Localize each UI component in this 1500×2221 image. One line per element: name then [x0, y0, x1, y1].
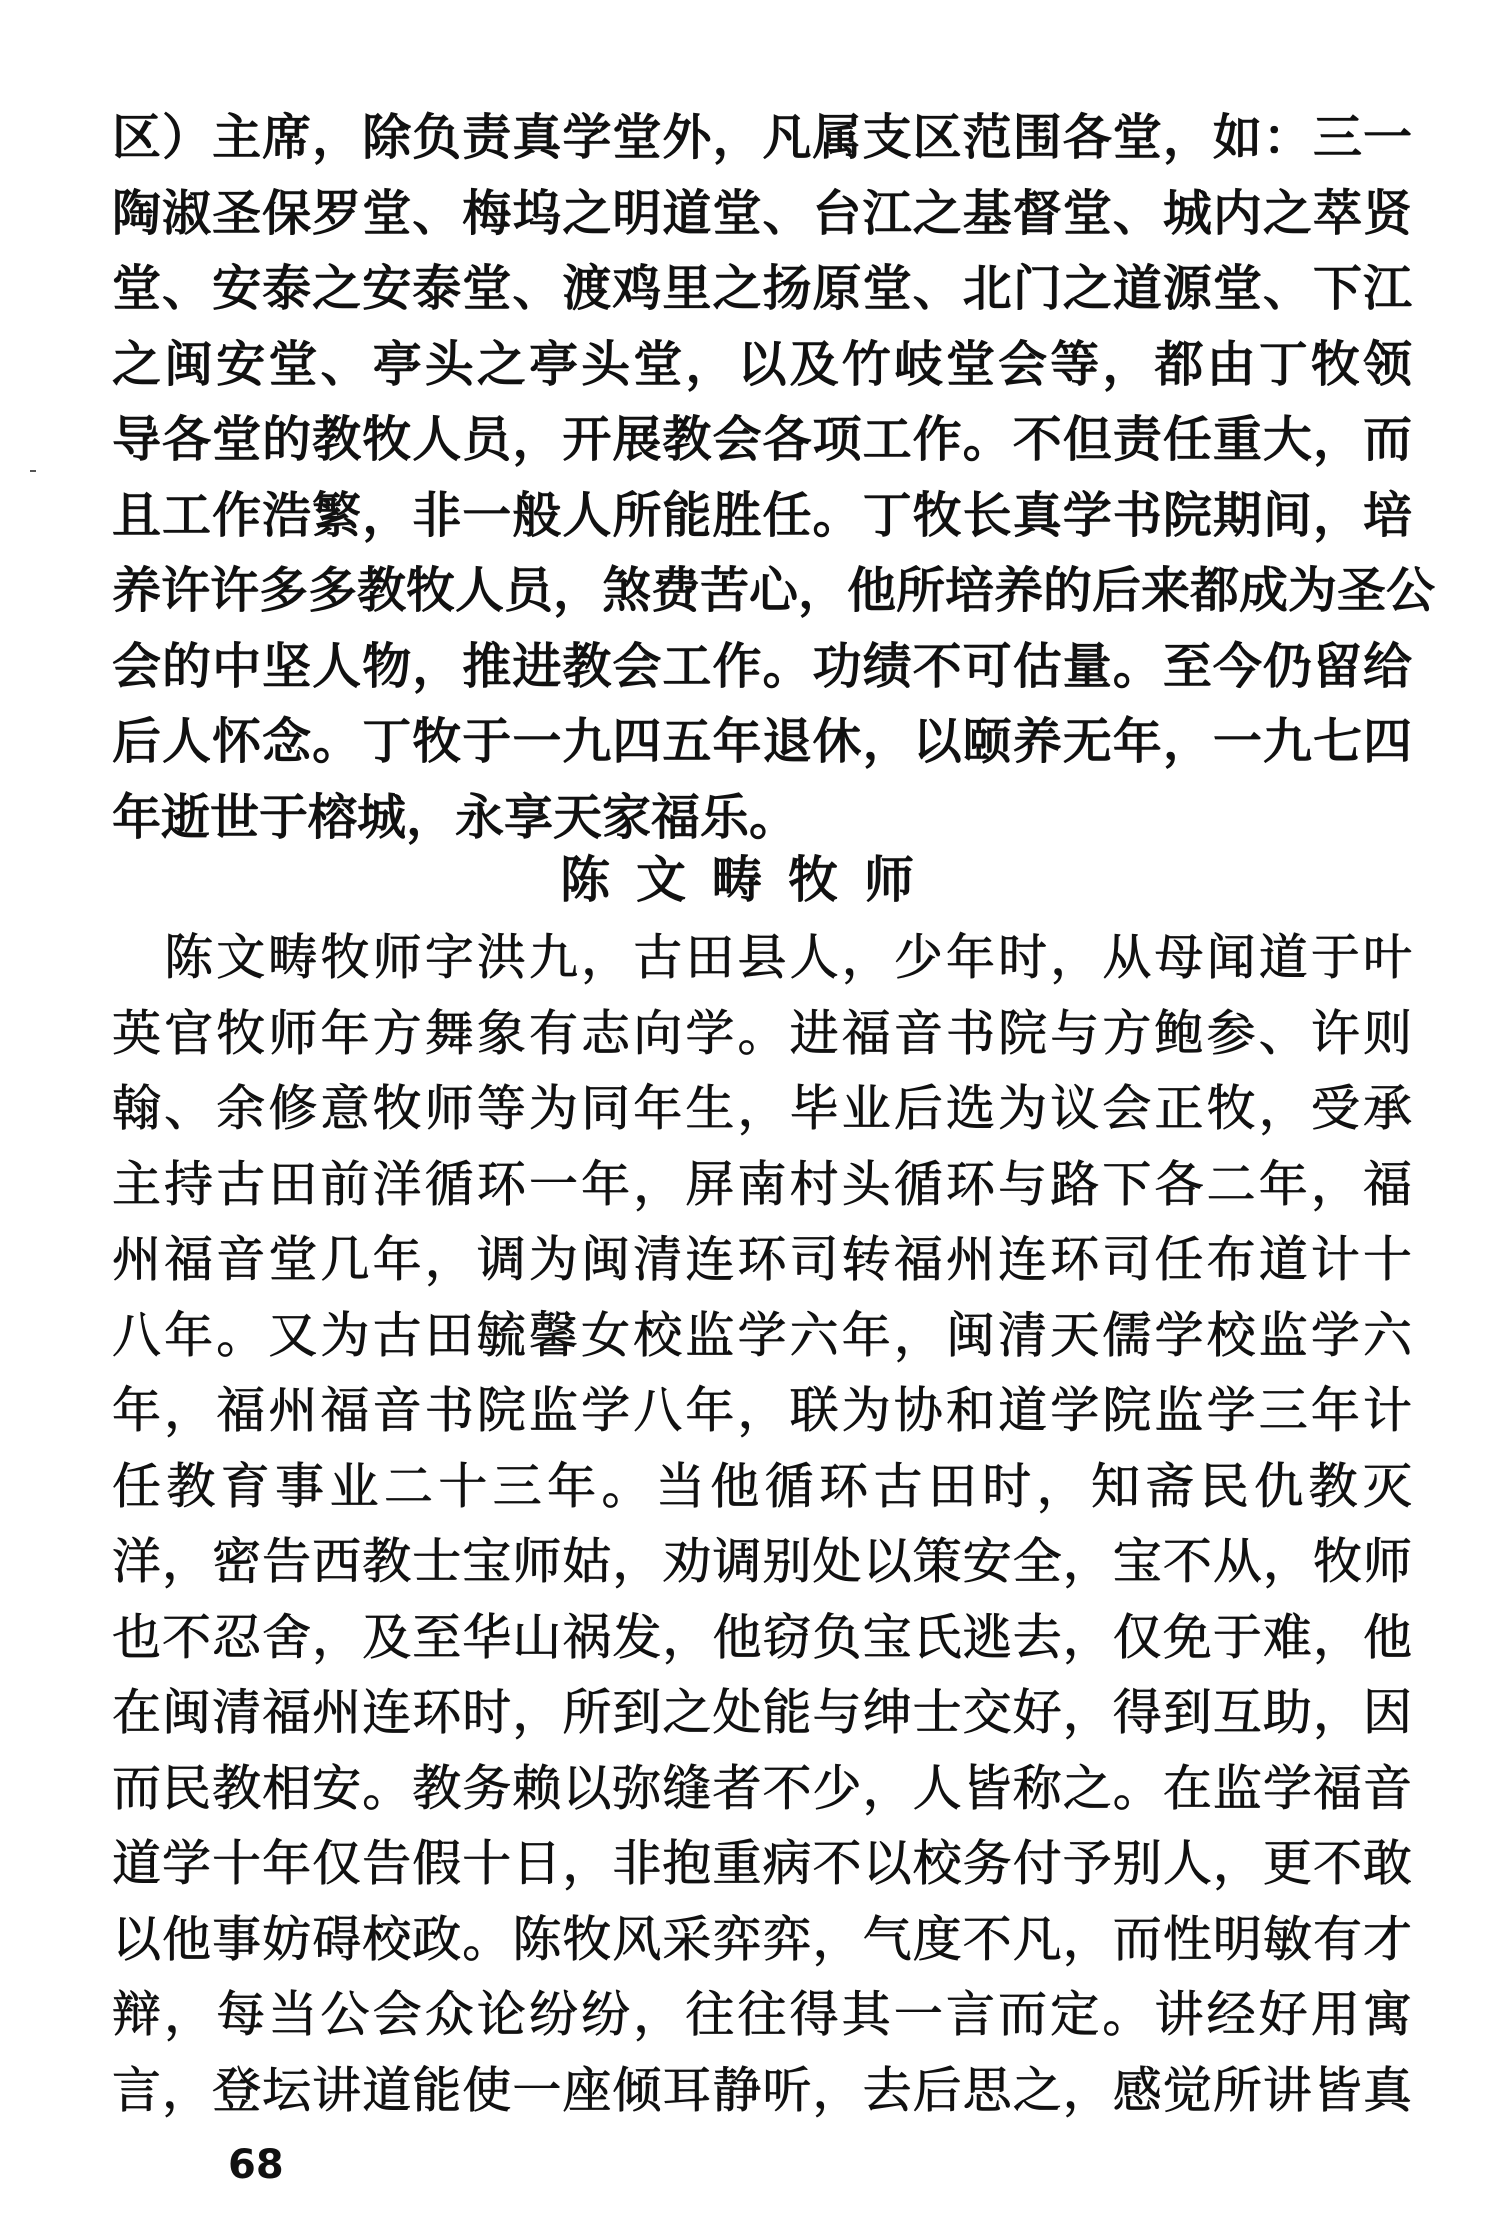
text-line: 八年。又为古田毓馨女校监学六年，闽清天儒学校监学六	[112, 1306, 1412, 1364]
text-line: 辩，每当公会众论纷纷，往往得其一言而定。讲经好用寓	[112, 1986, 1412, 2043]
text-line: 养许许多多教牧人员，煞费苦心，他所培养的后来都成为圣公	[112, 561, 1436, 619]
text-line: 区）主席，除负责真学堂外，凡属支区范围各堂，如：三一	[112, 108, 1412, 166]
text-line: 年，福州福音书院监学八年，联为协和道学院监学三年计	[112, 1382, 1412, 1439]
text-line: 年逝世于榕城，永享天家福乐。	[112, 787, 799, 846]
text-line: 陶淑圣保罗堂、梅坞之明道堂、台江之基督堂、城内之萃贤	[112, 183, 1412, 242]
text-line: 在闽清福州连环时，所到之处能与绅士交好，得到互助，因	[112, 1684, 1412, 1741]
text-line: 翰、余修意牧师等为同年生，毕业后选为议会正牧，受承	[112, 1080, 1412, 1137]
text-line: 任教育事业二十三年。当他循环古田时，知斋民仇教灭	[112, 1457, 1412, 1515]
text-line: 导各堂的教牧人员，开展教会各项工作。不但责任重大，而	[112, 410, 1412, 468]
text-line: 洋，密告西教士宝师姑，劝调别处以策安全，宝不从，牧师	[112, 1533, 1412, 1590]
text-line: 之闽安堂、亭头之亭头堂，以及竹岐堂会等，都由丁牧领	[112, 334, 1412, 393]
text-line: 且工作浩繁，非一般人所能胜任。丁牧长真学书院期间，培	[112, 485, 1412, 544]
top-paragraph	[112, 100, 1436, 855]
text-line: 堂、安泰之安泰堂、渡鸡里之扬原堂、北门之道源堂、下江	[112, 259, 1412, 317]
text-line: 陈文畴牧师字洪九，古田县人，少年时，从母闻道于叶	[112, 929, 1412, 986]
text-line: 言，登坛讲道能使一座倾耳静听，去后思之，感觉所讲皆真	[112, 2061, 1412, 2119]
margin-mark	[30, 470, 36, 472]
text-line: 英官牧师年方舞象有志向学。进福音书院与方鲍参、许则	[112, 1004, 1412, 1062]
text-line: 道学十年仅告假十日，非抱重病不以校务付予别人，更不敢	[112, 1835, 1412, 1892]
page-number: 68	[228, 2142, 284, 2188]
text-line: 也不忍舍，及至华山祸发，他窃负宝氏逃去，仅免于难，他	[112, 1608, 1412, 1666]
section-title: 陈文畴牧师	[560, 850, 940, 909]
text-line: 而民教相安。教务赖以弥缝者不少，人皆称之。在监学福音	[112, 1759, 1412, 1817]
biography-paragraph	[112, 920, 1412, 2128]
text-line: 会的中坚人物，推进教会工作。功绩不可估量。至今仍留给	[112, 636, 1412, 695]
text-line: 州福音堂几年，调为闽清连环司转福州连环司任布道计十	[112, 1231, 1412, 1288]
text-line: 主持古田前洋循环一年，屏南村头循环与路下各二年，福	[112, 1155, 1412, 1213]
text-line: 后人怀念。丁牧于一九四五年退休，以颐养无年，一九七四	[112, 712, 1412, 770]
text-line: 以他事妨碍校政。陈牧风采弈弈，气度不凡，而性明敏有才	[112, 1910, 1412, 1968]
